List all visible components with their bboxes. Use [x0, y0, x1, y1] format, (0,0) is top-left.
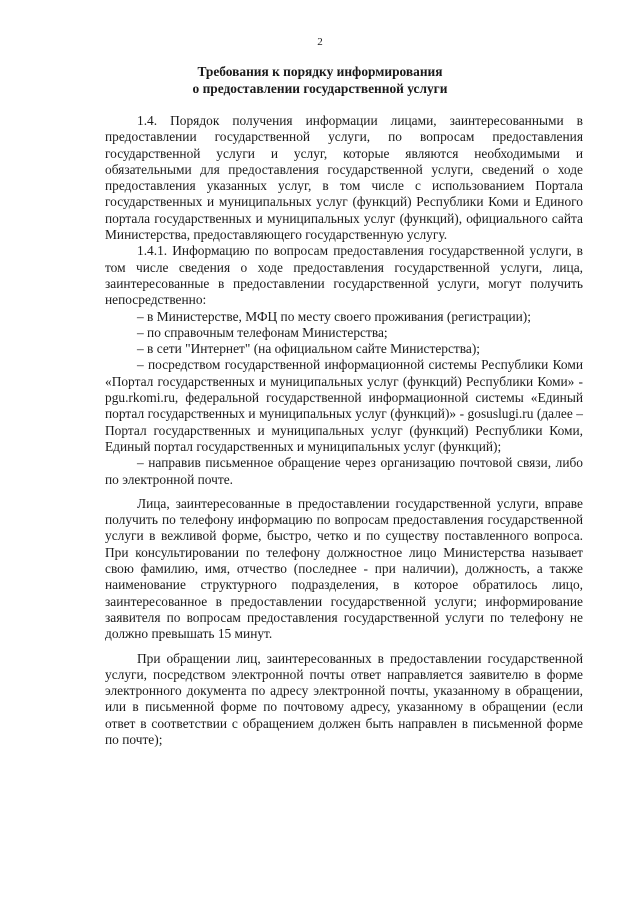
list-item: – в сети "Интернет" (на официальном сайте Министерства);	[137, 341, 481, 357]
paragraph-phone-info: Лица, заинтересованные в предоставлении государственной услуги, вправе получить по телефону информацию по вопросам предоставления государственной услуги в вежливой форме, быстро, четко и по существу поставленного вопроса. При консультировании по телефону должностное лицо Министерства называет свою фамилию, имя, отчество (последнее - при наличии), должность, а также наименование структурного подразделения, в которое обратилось лицо, заинтересованное в предоставлении государственной услуги; информирование заявителя по вопросам предоставления государственной услуги по телефону не должно превышать 15 минут.	[105, 495, 583, 642]
paragraph-1-4: 1.4. Порядок получения информации лицами, заинтересованными в предоставлении государственной услуги, по вопросам предоставления государственной услуги и услуг, которые являются необходимыми и обязательными для предоставления государственной услуги, сведений о ходе предоставления указанных услуг, в том числе с использованием Портала государственных и муниципальных услуг (функций) Республики Коми и Единого портала государственных и муниципальных услуг (функций), официального сайта Министерства, предоставляющего государственную услугу.	[105, 113, 583, 243]
section-title-line-2: о предоставлении государственной услуги	[192, 80, 448, 96]
paragraph-email-info: При обращении лиц, заинтересованных в предоставлении государственной услуги, посредством электронной почты ответ направляется заявителю в форме электронного документа по адресу электронной почты, указанному в обращении, или в письменной форме по почтовому адресу, указанному в обращении (если ответ в соответствии с обращением должен быть направлен в письменной форме по почте);	[105, 650, 583, 747]
page-number: 2	[317, 36, 323, 48]
list-item: – направив письменное обращение через организацию почтовой связи, либо по электронной почте.	[105, 455, 583, 487]
paragraph-1-4-1: 1.4.1. Информацию по вопросам предоставления государственной услуги, в том числе сведения о ходе предоставления государственной услуги, лица, заинтересованные в предоставлении государственной услуги, могут получить непосредственно:	[105, 243, 583, 308]
document-body	[105, 113, 583, 748]
list-item: – в Министерстве, МФЦ по месту своего проживания (регистрации);	[137, 308, 531, 324]
list-item: – по справочным телефонам Министерства;	[137, 324, 388, 340]
list-item: – посредством государственной информационной системы Республики Коми «Портал государственных и муниципальных услуг (функций) Республики Коми» - pgu.rkomi.ru, федеральной государственной информационной системы «Единый портал государственных и муниципальных услуг (функций)» - gosuslugi.ru (далее – Портал государственных и муниципальных услуг (функций) Республики Коми, Единый портал государственных и муниципальных услуг (функций);	[105, 357, 583, 454]
section-title-line-1: Требования к порядку информирования	[197, 64, 443, 79]
section-title	[0, 64, 640, 97]
